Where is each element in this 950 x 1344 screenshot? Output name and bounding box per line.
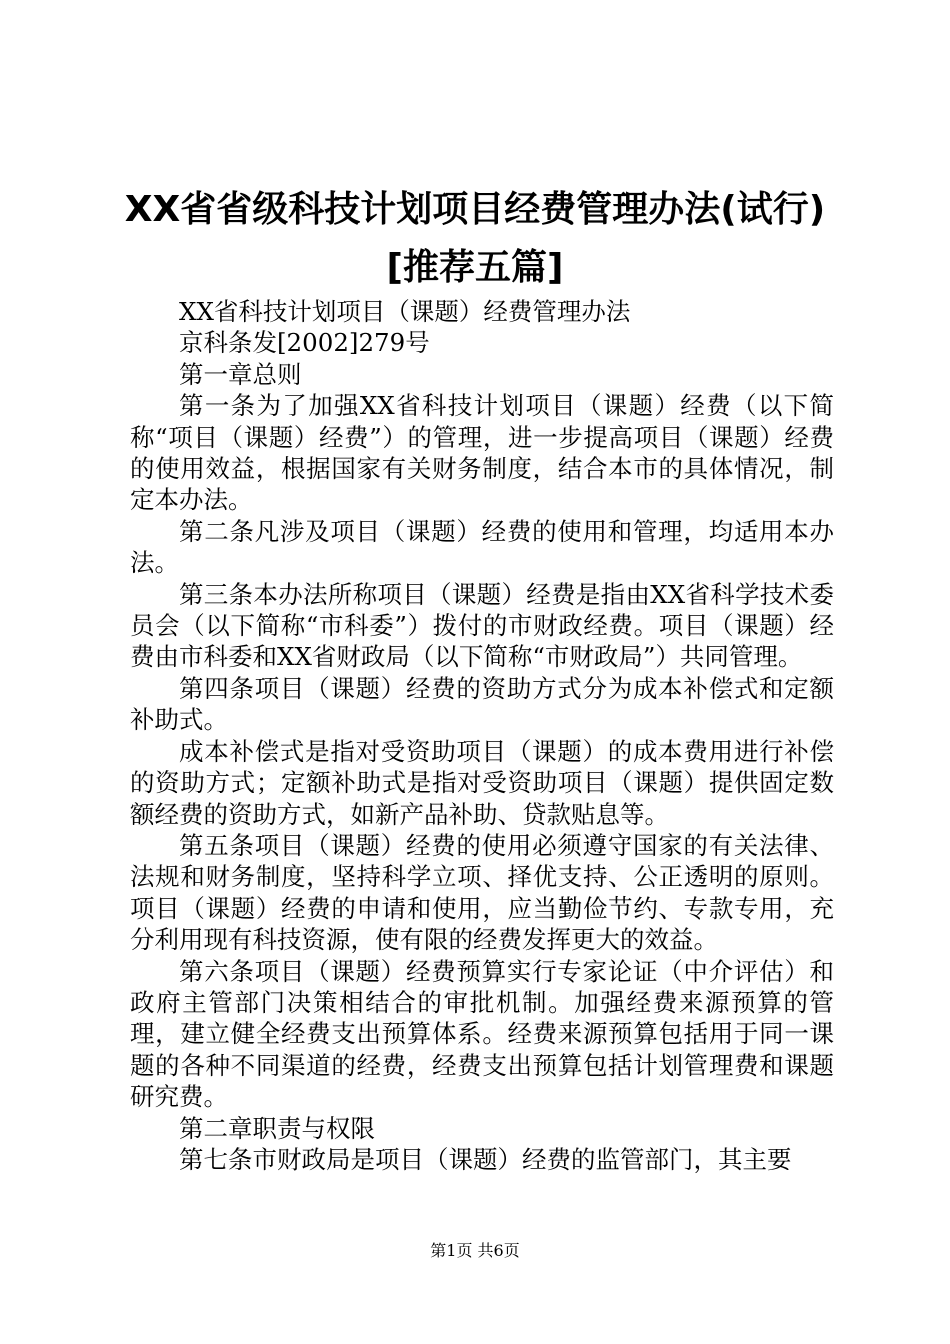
paragraph-article-4: 第四条项目（课题）经费的资助方式分为成本补偿式和定额补助式。 [130,673,834,735]
paragraph-article-3: 第三条本办法所称项目（课题）经费是指由XX省科学技术委员会（以下简称“市科委”）拨付的市财政经费。项目（课题）经费由市科委和XX省财政局（以下简称“市财政局”）共同管理。 [130,579,834,672]
paragraph-article-4-detail: 成本补偿式是指对受资助项目（课题）的成本费用进行补偿的资助方式；定额补助式是指对受资助项目（课题）提供固定数额经费的资助方式，如新产品补助、贷款贴息等。 [130,736,834,829]
paragraph-article-6: 第六条项目（课题）经费预算实行专家论证（中介评估）和政府主管部门决策相结合的审批机制。加强经费来源预算的管理，建立健全经费支出预算体系。经费来源预算包括用于同一课题的各种不同渠道的经费，经费支出预算包括计划管理费和课题研究费。 [130,956,834,1112]
paragraph-article-5: 第五条项目（课题）经费的使用必须遵守国家的有关法律、法规和财务制度，坚持科学立项、择优支持、公正透明的原则。项目（课题）经费的申请和使用，应当勤俭节约、专款专用，充分利用现有科技资源，使有限的经费发挥更大的效益。 [130,830,834,955]
page-footer: 第1页 共6页 [430,1241,520,1260]
paragraph-heading: XX省科技计划项目（课题）经费管理办法 [179,297,631,326]
paragraph-chapter-2: 第二章职责与权限 [179,1113,375,1143]
document-title-line-2: [推荐五篇] [386,247,564,288]
document-body [130,296,834,1175]
document-title-line-1: XX省省级科技计划项目经费管理办法(试行) [124,189,826,230]
paragraph-article-2: 第二条凡涉及项目（课题）经费的使用和管理，均适用本办法。 [130,516,834,578]
paragraph-article-7: 第七条市财政局是项目（课题）经费的监管部门，其主要 [179,1144,792,1174]
paragraph-chapter-1: 第一章总则 [179,359,302,389]
paragraph-doc-number: 京科条发[2002]279号 [179,328,430,358]
paragraph-article-1: 第一条为了加强XX省科技计划项目（课题）经费（以下简称“项目（课题）经费”）的管理，进一步提高项目（课题）经费的使用效益，根据国家有关财务制度，结合本市的具体情况，制定本办法。 [130,391,834,515]
